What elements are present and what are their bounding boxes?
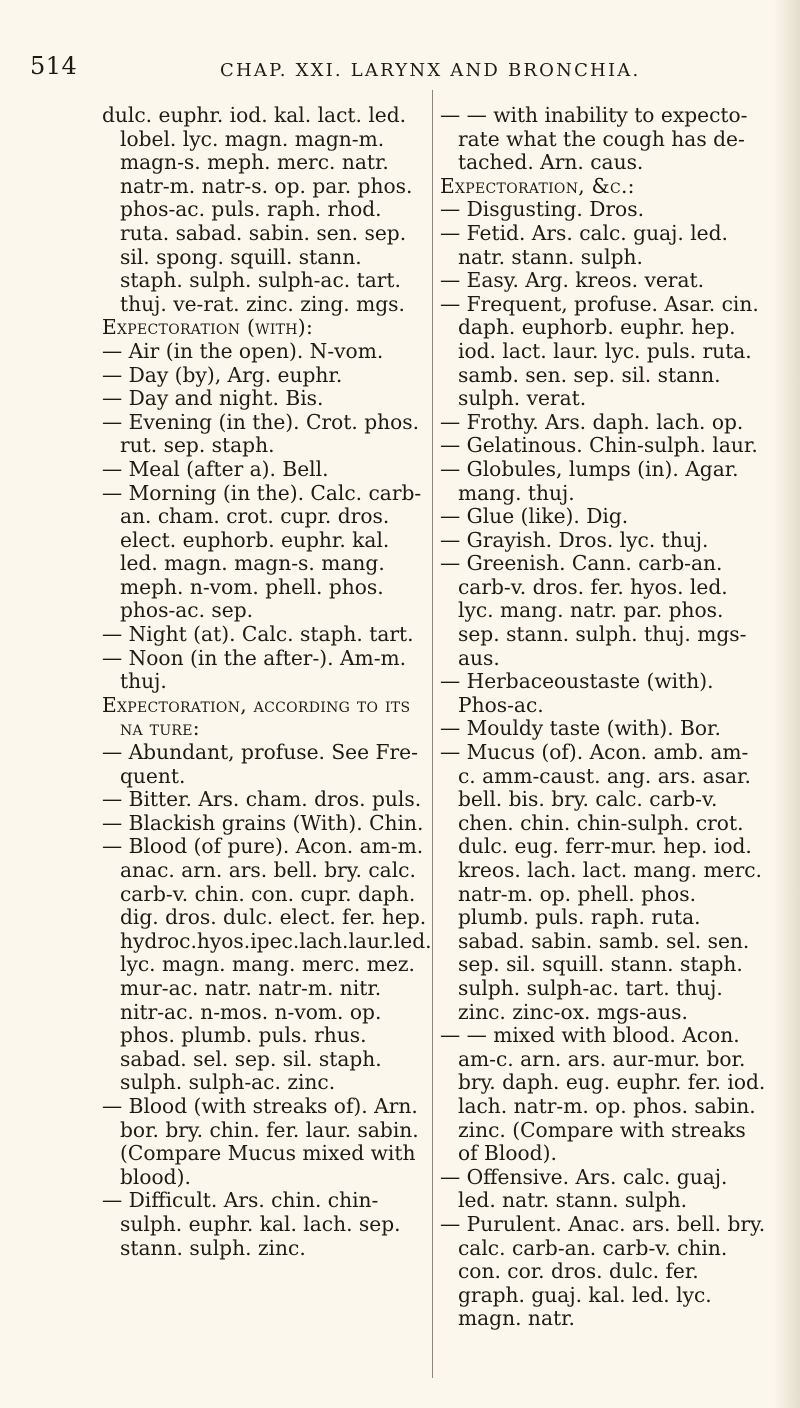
entry-morning: — Morning (in the). Calc. carb-an. cham. crot. cupr. dros. elect. euphorb. euphr. kal. led. magn. magn-s. mang. meph. n-vom. phell. phos. phos-ac. sep. (102, 480, 422, 623)
entry-globules: — Globules, lumps (in). Agar. mang. thuj. (440, 456, 739, 505)
entry-abundant: — Abundant, profuse. See Fre-quent. (102, 740, 418, 788)
entry-disgusting: — Disgusting. Dros. (440, 197, 644, 222)
entry-gelatinous: — Gelatinous. Chin-sulph. laur. (440, 433, 758, 458)
entry-meal: — Meal (after a). Bell. (102, 456, 329, 481)
entry-herbaceous-taste: — Herbaceoustaste (with). Phos-ac. (440, 669, 714, 717)
page-number: 514 (30, 52, 78, 80)
entry-mucus: — Mucus (of). Acon. amb. am-c. amm-caust. ang. ars. asar. bell. bis. bry. calc. carb-v. chen. chin. chin-sulph. crot. dulc. eug. ferr-mur. hep. iod. kreos. lach. lact. mang. merc. natr-m. op. phell. phos. plumb. puls. raph. ruta. sabad. sabin. samb. sel. sen. sep. sil. squill. stann. staph. sulph. sulph-ac. tart. thuj. zinc. zinc-ox. mgs-aus. (440, 740, 762, 1024)
entry-blackish-grains: — Blackish grains (With). Chin. (102, 810, 424, 835)
column-divider (432, 90, 433, 1378)
entry-night: — Night (at). Calc. staph. tart. (102, 622, 414, 647)
entry-frequent: — Frequent, profuse. Asar. cin. daph. euphorb. euphr. hep. iod. lact. laur. lyc. puls. ruta. samb. sen. sep. sil. stann. sulph. verat. (440, 291, 759, 411)
entry-grayish: — Grayish. Dros. lyc. thuj. (440, 527, 709, 552)
section-heading-expectoration-nature: Expectoration, according to its na ture: (102, 692, 411, 741)
entry-blood-pure: — Blood (of pure). Acon. am-m. anac. arn. ars. bell. bry. calc. carb-v. chin. con. cupr. daph. dig. dros. dulc. elect. fer. hep. hydroc.hyos.ipec.lach.laur.led. lyc. magn. mang. merc. mez. mur-ac. natr. natr-m. nitr. nitr-ac. n-mos. n-vom. op. phos. plumb. puls. rhus. sabad. sel. sep. sil. staph. sulph. sulph-ac. zinc. (102, 834, 432, 1095)
entry-continuation: dulc. euphr. iod. kal. lact. led. lobel. lyc. magn. magn-m. magn-s. meph. merc. natr. natr-m. natr-s. op. par. phos. phos-ac. puls. raph. rhod. ruta. sabad. sabin. sen. sep. sil. spong. squill. stann. staph. sulph. sulph-ac. tart. thuj. ve-rat. zinc. zing. mgs. (102, 103, 413, 316)
entry-fetid: — Fetid. Ars. calc. guaj. led. natr. stann. sulph. (440, 220, 728, 269)
entry-day-and-night: — Day and night. Bis. (102, 386, 324, 411)
entry-glue: — Glue (like). Dig. (440, 504, 629, 529)
page-header (20, 52, 780, 92)
entry-air: — Air (in the open). N-vom. (102, 338, 384, 363)
entry-inability: — — with inability to expecto-rate what the cough has de-tached. Arn. caus. (440, 103, 748, 175)
entry-mucus-mixed-blood: — — mixed with blood. Acon. am-c. arn. ars. aur-mur. bor. bry. daph. eug. euphr. fer. iod. lach. natr-m. op. phos. sabin. zinc. (Compare with streaks of Blood). (440, 1023, 766, 1166)
entry-blood-streaks: — Blood (with streaks of). Arn. bor. bry. chin. fer. laur. sabin. (Compare Mucus mixed with blood). (102, 1093, 419, 1189)
entry-difficult: — Difficult. Ars. chin. chin-sulph. euphr. kal. lach. sep. stann. sulph. zinc. (102, 1188, 401, 1260)
page-edge-shadow (774, 0, 800, 1408)
entry-purulent: — Purulent. Anac. ars. bell. bry. calc. carb-an. carb-v. chin. con. cor. dros. dulc. fer. graph. guaj. kal. led. lyc. magn. natr. (440, 1211, 766, 1331)
entry-day: — Day (by), Arg. euphr. (102, 362, 343, 387)
section-heading-expectoration-with: Expectoration (with): (102, 315, 314, 340)
entry-evening: — Evening (in the). Crot. phos. rut. sep. staph. (102, 409, 420, 458)
entry-noon: — Noon (in the after-). Am-m. thuj. (102, 645, 407, 694)
entry-greenish: — Greenish. Cann. carb-an. carb-v. dros. fer. hyos. led. lyc. mang. natr. par. phos. sep. stann. sulph. thuj. mgs-aus. (440, 551, 747, 670)
entry-mouldy-taste: — Mouldy taste (with). Bor. (440, 716, 721, 741)
section-heading-expectoration-cont: Expectoration, &c.: (440, 173, 635, 198)
chapter-title: CHAP. XXI. LARYNX AND BRONCHIA. (220, 60, 641, 81)
entry-frothy: — Frothy. Ars. daph. lach. op. (440, 409, 744, 434)
left-column (102, 103, 432, 1260)
entry-easy: — Easy. Arg. kreos. verat. (440, 268, 705, 293)
entry-bitter: — Bitter. Ars. cham. dros. puls. (102, 787, 422, 812)
right-column (440, 104, 766, 1331)
entry-offensive: — Offensive. Ars. calc. guaj. led. natr. stann. sulph. (440, 1164, 728, 1213)
